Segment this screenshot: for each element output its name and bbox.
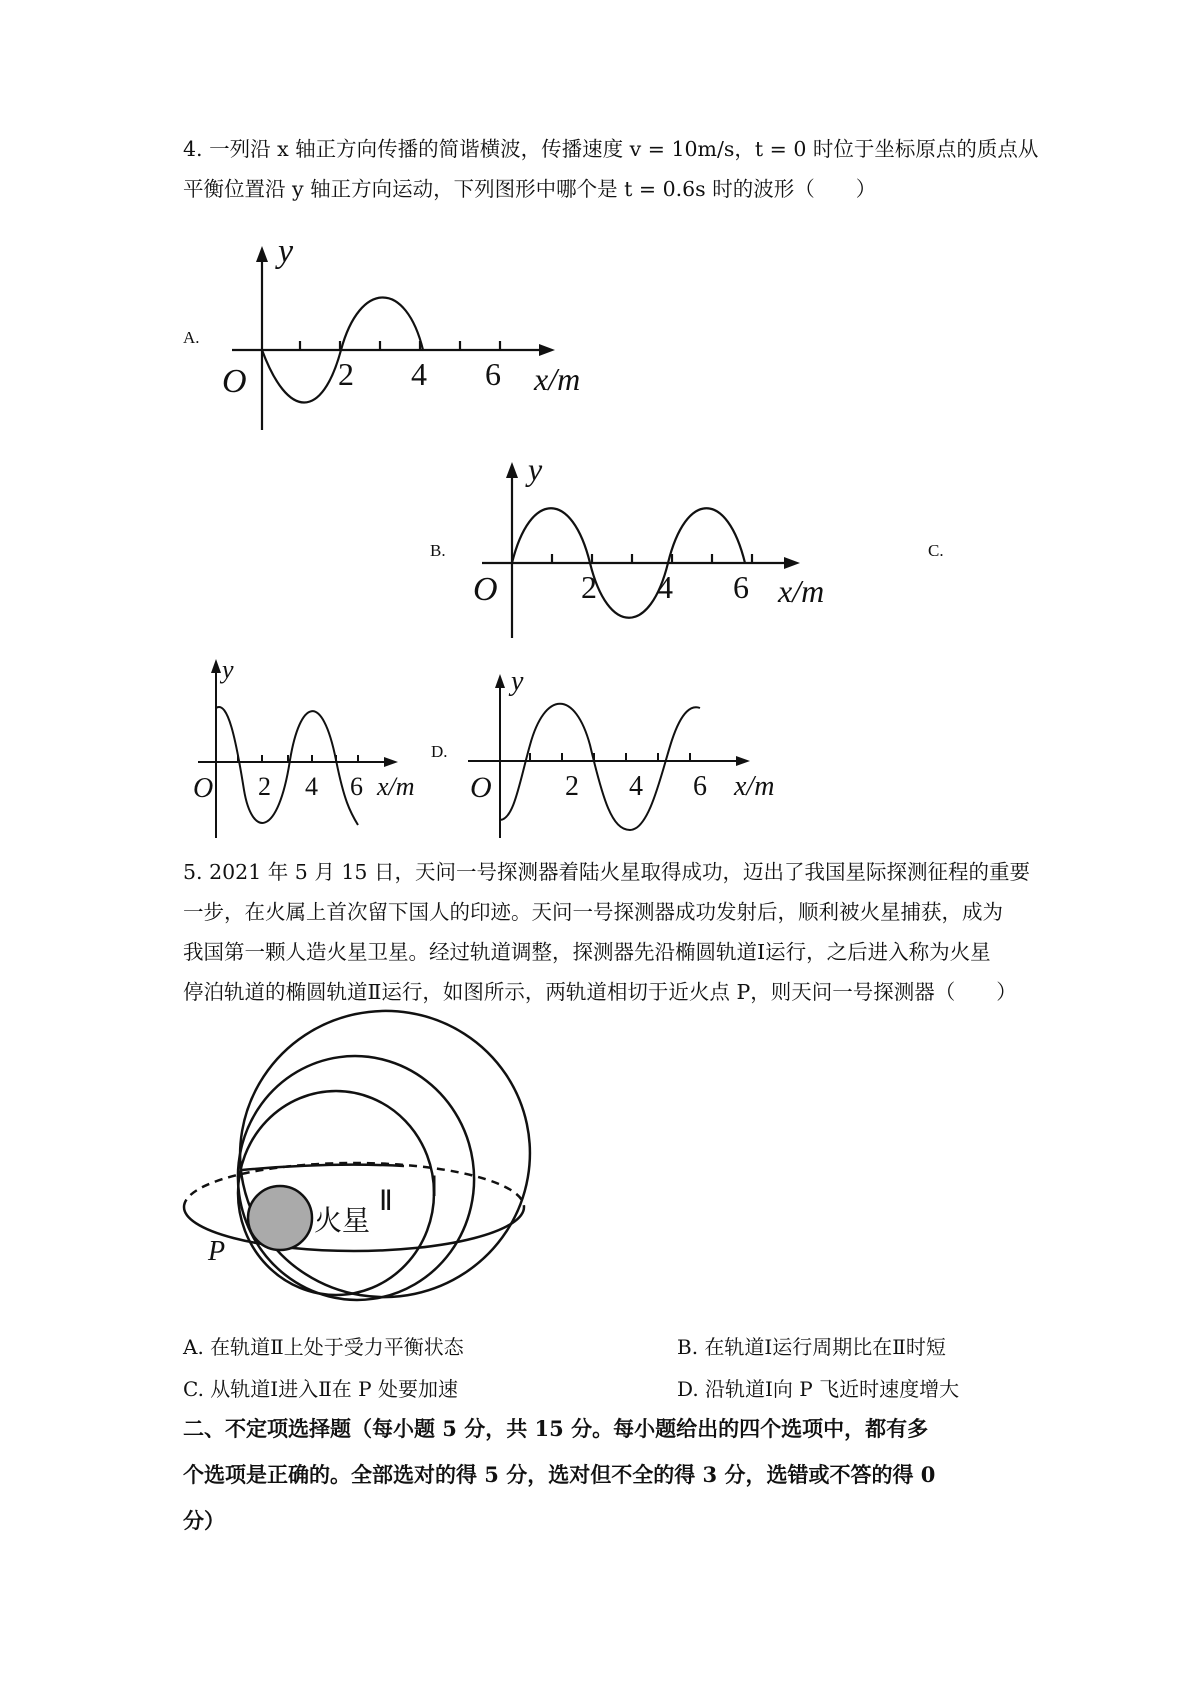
graph-b-tick-4: 4: [657, 569, 673, 605]
q5-option-d: D. 沿轨道Ⅰ向 P 飞近时速度增大: [677, 1377, 960, 1401]
graph-b-tick-2: 2: [581, 569, 597, 605]
q5-line-4: 停泊轨道的椭圆轨道Ⅱ运行，如图所示，两轨道相切于近火点 P，则天问一号探测器（ ）: [183, 980, 1017, 1004]
graph-d-x-label: x/m: [734, 771, 775, 802]
q4-line-2: 平衡位置沿 y 轴正方向运动，下列图形中哪个是 t = 0.6s 时的波形（ ）: [183, 177, 877, 201]
graph-b-x-label: x/m: [778, 573, 825, 609]
q5-option-a: A. 在轨道Ⅱ上处于受力平衡状态: [183, 1335, 464, 1359]
section2-line-1: 二、不定项选择题（每小题 5 分，共 15 分。每小题给出的四个选项中，都有多: [183, 1416, 929, 1441]
orbit-1-label: Ⅰ: [430, 1172, 439, 1203]
point-p-label: P: [208, 1236, 226, 1267]
graph-c-x-label: x/m: [377, 772, 415, 801]
q4-line-1: 4. 一列沿 x 轴正方向传播的简谐横波，传播速度 v = 10m/s，t = 0 时位于坐标原点的质点从: [183, 137, 1039, 161]
graph-a-tick-4: 4: [411, 356, 427, 392]
graph-c-y-label: y: [222, 655, 234, 684]
graph-b-y-label: y: [528, 451, 543, 487]
graph-d-origin: O: [470, 771, 492, 804]
mars-label: 火星: [314, 1206, 371, 1237]
q5-option-c: C. 从轨道Ⅰ进入Ⅱ在 P 处要加速: [183, 1377, 458, 1401]
q5-option-b: B. 在轨道Ⅰ运行周期比在Ⅱ时短: [677, 1335, 946, 1359]
graph-d-tick-2: 2: [565, 771, 579, 802]
option-c-label: C.: [928, 541, 944, 560]
graph-d-tick-4: 4: [629, 771, 643, 802]
graph-c-origin: O: [193, 773, 214, 804]
q5-line-2: 一步，在火属上首次留下国人的印迹。天问一号探测器成功发射后，顺利被火星捕获，成为: [183, 900, 1003, 924]
graph-c-tick-6: 6: [350, 772, 363, 801]
graph-a-tick-6: 6: [485, 356, 501, 392]
option-b-label: B.: [430, 541, 446, 560]
option-a-label: A.: [183, 328, 200, 347]
q5-line-3: 我国第一颗人造火星卫星。经过轨道调整，探测器先沿椭圆轨道Ⅰ运行，之后进入称为火星: [183, 940, 991, 964]
section2-line-3: 分）: [183, 1508, 225, 1533]
graph-b-origin: O: [473, 571, 498, 608]
graph-d-tick-6: 6: [693, 771, 707, 802]
graph-c-tick-2: 2: [258, 772, 271, 801]
option-d-label: D.: [431, 742, 448, 761]
section2-line-2: 个选项是正确的。全部选对的得 5 分，选对但不全的得 3 分，选错或不答的得 0: [183, 1462, 936, 1487]
graph-d-y-label: y: [511, 666, 524, 697]
q5-line-1: 5. 2021 年 5 月 15 日，天问一号探测器着陆火星取得成功，迈出了我国星际探测征程的重要: [183, 860, 1030, 884]
graph-a-x-label: x/m: [534, 361, 581, 397]
mars-planet: [248, 1186, 312, 1250]
graph-b-tick-6: 6: [733, 569, 749, 605]
orbit-2-label: Ⅱ: [379, 1186, 393, 1217]
graph-c-tick-4: 4: [305, 772, 318, 801]
graph-a-tick-2: 2: [338, 356, 354, 392]
graph-a-origin: O: [222, 363, 247, 400]
graph-a-y-label: y: [278, 233, 294, 270]
